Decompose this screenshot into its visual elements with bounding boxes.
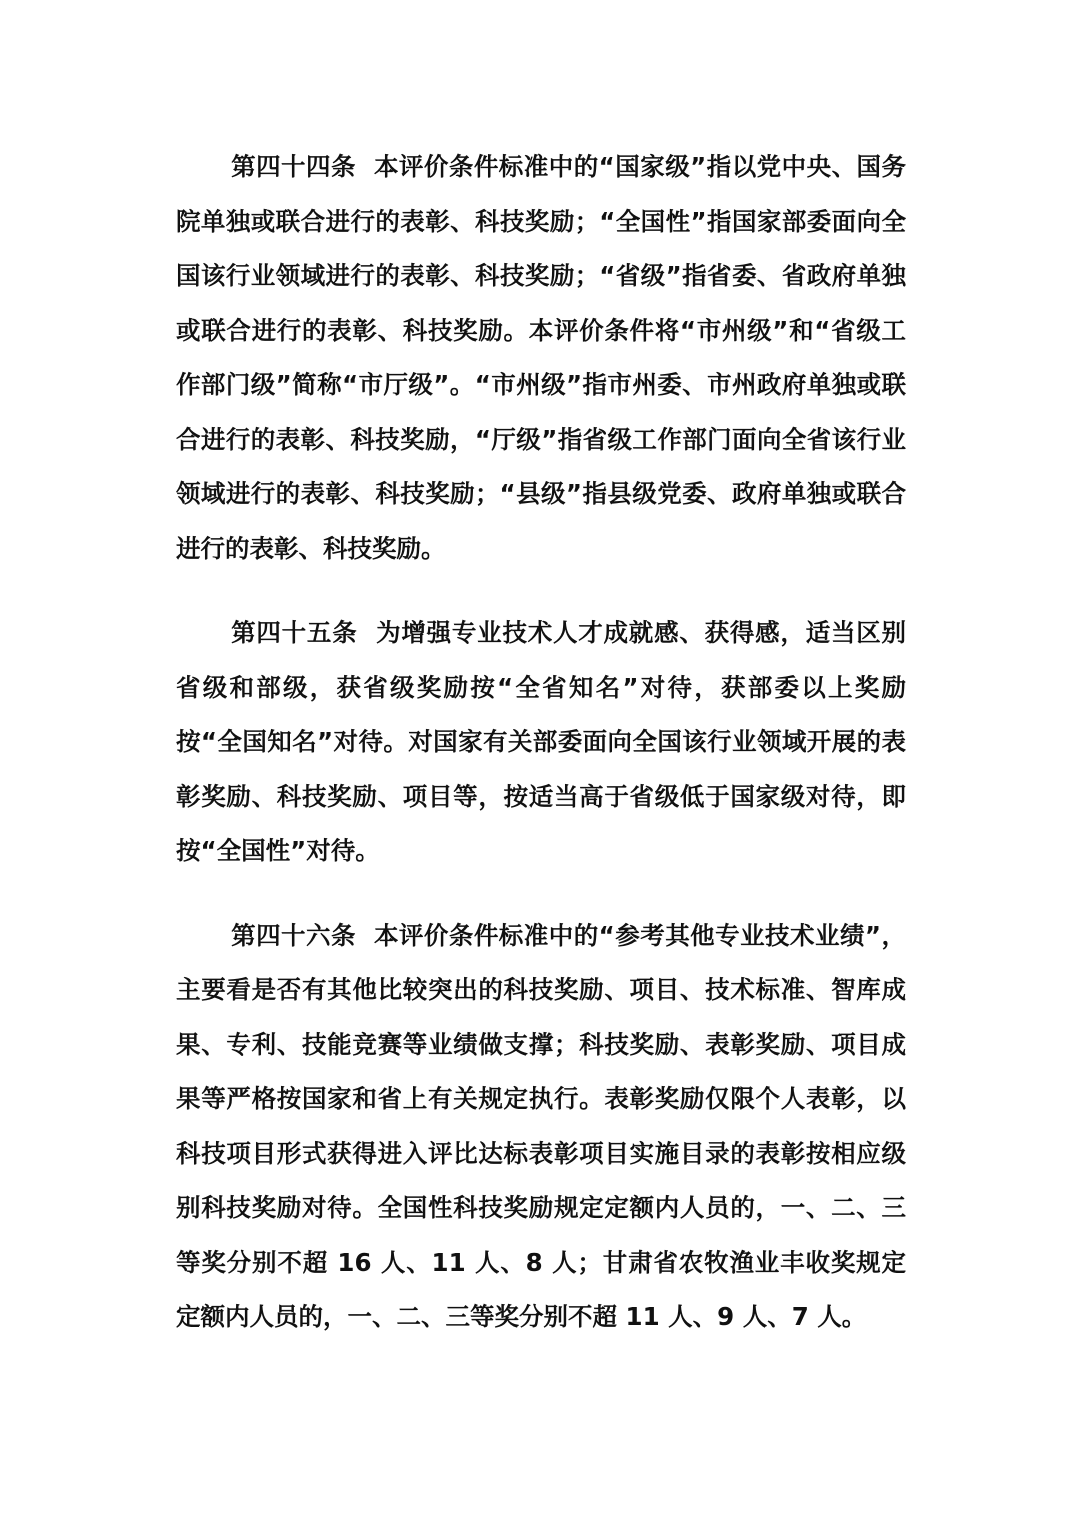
article-45 [176, 606, 906, 879]
article-44 [176, 140, 906, 576]
article-44-number: 第四十四条 [231, 152, 356, 181]
article-46-text: 本评价条件标准中的“参考其他专业技术业绩”，主要看是否有其他比较突出的科技奖励、项目、技术标准、智库成果、专利、技能竞赛等业绩做支撑；科技奖励、表彰奖励、项目成果等严格按国家和省上有关规定执行。表彰奖励仅限个人表彰，以科技项目形式获得进入评比达标表彰项目实施目录的表彰按相应级别科技奖励对待。全国性科技奖励规定定额内人员的，一、二、三等奖分别不超 16 人、11 人、8 人；甘肃省农牧渔业丰收奖规定定额内人员的，一、二、三等奖分别不超 11 人、9 人、7 人。 [176, 920, 907, 1331]
document-page [176, 140, 906, 1345]
article-46 [176, 909, 906, 1345]
article-46-number: 第四十六条 [231, 920, 356, 950]
article-44-text: 本评价条件标准中的“国家级”指以党中央、国务院单独或联合进行的表彰、科技奖励；“全国性”指国家部委面向全国该行业领域进行的表彰、科技奖励；“省级”指省委、省政府单独或联合进行的表彰、科技奖励。本评价条件将“市州级”和“省级工作部门级”简称“市厅级”。“市州级”指市州委、市州政府单独或联合进行的表彰、科技奖励，“厅级”指省级工作部门面向全省该行业领域进行的表彰、科技奖励；“县级”指县级党委、政府单独或联合进行的表彰、科技奖励。 [176, 152, 907, 563]
article-45-number: 第四十五条 [231, 618, 358, 647]
article-45-text: 为增强专业技术人才成就感、获得感，适当区别省级和部级，获省级奖励按“全省知名”对待，获部委以上奖励按“全国知名”对待。对国家有关部委面向全国该行业领域开展的表彰奖励、科技奖励、项目等，按适当高于省级低于国家级对待，即按“全国性”对待。 [176, 618, 907, 865]
